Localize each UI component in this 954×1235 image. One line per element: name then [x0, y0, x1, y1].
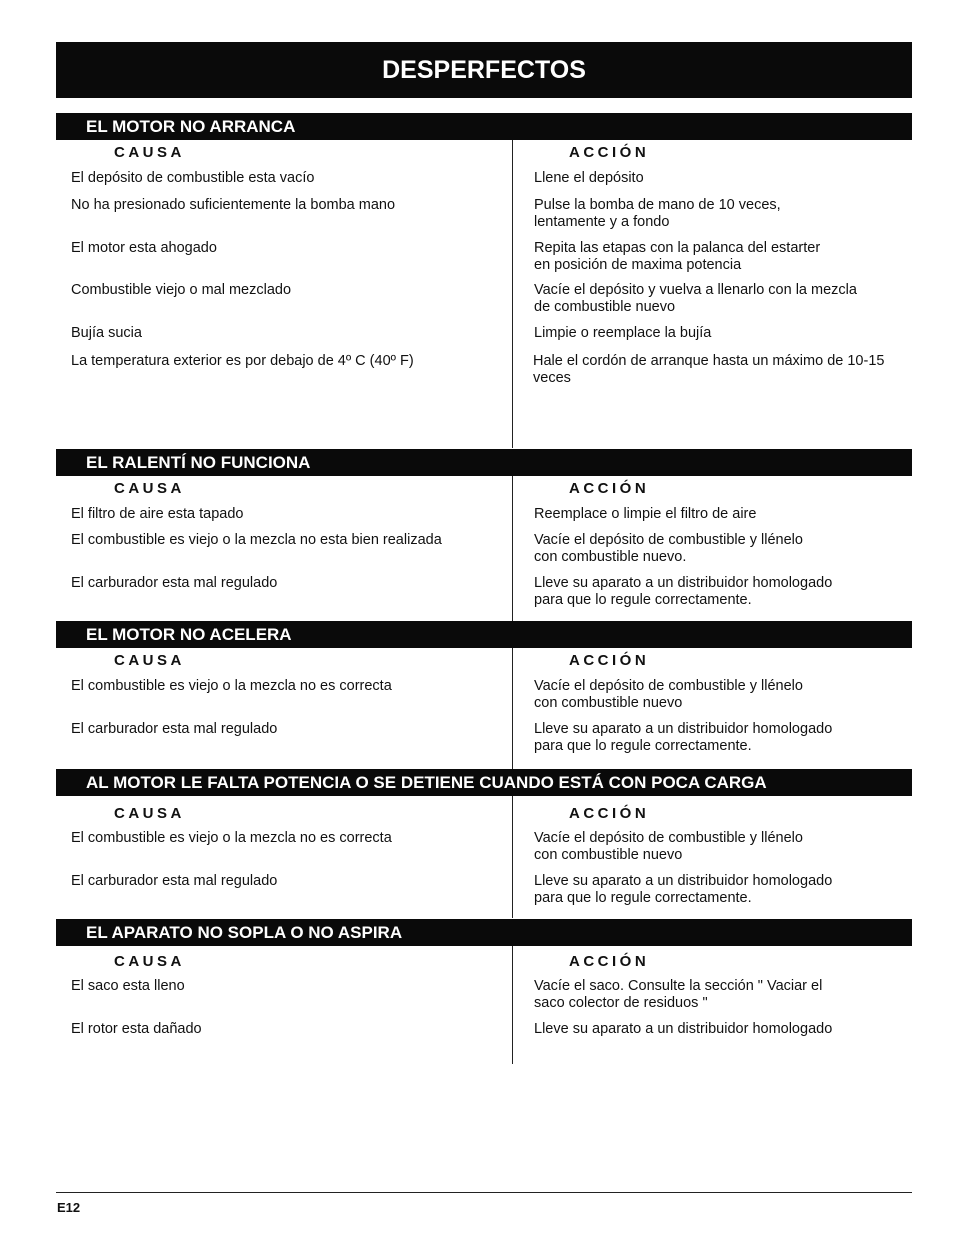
- section-body: [56, 796, 912, 918]
- column-divider: [512, 476, 513, 621]
- causa-cell: Combustible viejo o mal mezclado: [71, 282, 292, 298]
- accion-cell: Llene el depósito: [534, 170, 644, 186]
- causa-cell: El carburador esta mal regulado: [71, 721, 278, 737]
- section-heading: EL MOTOR NO ARRANCA: [56, 113, 912, 140]
- section-heading: EL APARATO NO SOPLA O NO ASPIRA: [56, 919, 912, 946]
- causa-cell: La temperatura exterior es por debajo de 4º C (40º F): [71, 353, 414, 369]
- accion-cell: Limpie o reemplace la bujía: [534, 325, 712, 341]
- section-heading: EL MOTOR NO ACELERA: [56, 621, 912, 648]
- accion-label: ACCIÓN: [569, 144, 650, 161]
- footer-rule: [56, 1192, 912, 1193]
- section-body: [56, 476, 912, 621]
- accion-cell: Vacíe el saco. Consulte la sección " Vaciar el saco colector de residuos ": [534, 978, 823, 1011]
- section-ralenti-no-funciona: [56, 449, 912, 621]
- accion-label: ACCIÓN: [569, 805, 650, 822]
- accion-cell: Lleve su aparato a un distribuidor homologado para que lo regule correctamente.: [534, 721, 833, 754]
- accion-cell: Pulse la bomba de mano de 10 veces, lentamente y a fondo: [534, 197, 781, 230]
- accion-cell: Reemplace o limpie el filtro de aire: [534, 506, 757, 522]
- accion-label: ACCIÓN: [569, 652, 650, 669]
- section-no-sopla-no-aspira: [56, 919, 912, 1064]
- accion-cell: Hale el cordón de arranque hasta un máximo de 10-15 veces: [533, 353, 885, 386]
- accion-label: ACCIÓN: [569, 953, 650, 970]
- accion-cell: Repita las etapas con la palanca del estarter en posición de maxima potencia: [534, 240, 821, 273]
- accion-label: ACCIÓN: [569, 480, 650, 497]
- causa-cell: El filtro de aire esta tapado: [71, 506, 244, 522]
- causa-label: CAUSA: [114, 953, 185, 970]
- section-motor-no-acelera: [56, 621, 912, 769]
- causa-cell: Bujía sucia: [71, 325, 142, 341]
- accion-cell: Vacíe el depósito de combustible y llénelo con combustible nuevo: [534, 678, 803, 711]
- accion-cell: Vacíe el depósito de combustible y llénelo con combustible nuevo.: [534, 532, 803, 565]
- causa-cell: El combustible es viejo o la mezcla no esta bien realizada: [71, 532, 442, 548]
- causa-cell: No ha presionado suficientemente la bomba mano: [71, 197, 396, 213]
- causa-cell: El carburador esta mal regulado: [71, 873, 278, 889]
- causa-label: CAUSA: [114, 652, 185, 669]
- causa-cell: El carburador esta mal regulado: [71, 575, 278, 591]
- causa-cell: El combustible es viejo o la mezcla no es correcta: [71, 678, 392, 694]
- causa-cell: El motor esta ahogado: [71, 240, 217, 256]
- accion-cell: Vacíe el depósito de combustible y llénelo con combustible nuevo: [534, 830, 803, 863]
- page-title: DESPERFECTOS: [56, 42, 912, 98]
- section-heading: AL MOTOR LE FALTA POTENCIA O SE DETIENE CUANDO ESTÁ CON POCA CARGA: [56, 769, 912, 796]
- accion-cell: Vacíe el depósito y vuelva a llenarlo con la mezcla de combustible nuevo: [534, 282, 857, 315]
- accion-cell: Lleve su aparato a un distribuidor homologado: [534, 1021, 833, 1037]
- column-divider: [512, 946, 513, 1064]
- section-motor-no-arranca: [56, 113, 912, 448]
- page-number: E12: [57, 1200, 81, 1215]
- section-body: [56, 648, 912, 769]
- column-divider: [512, 648, 513, 769]
- column-divider: [512, 140, 513, 448]
- accion-cell: Lleve su aparato a un distribuidor homologado para que lo regule correctamente.: [534, 873, 833, 906]
- section-body: [56, 140, 912, 448]
- section-heading: EL RALENTÍ NO FUNCIONA: [56, 449, 912, 476]
- causa-cell: El depósito de combustible esta vacío: [71, 170, 315, 186]
- column-divider: [512, 796, 513, 918]
- accion-cell: Lleve su aparato a un distribuidor homologado para que lo regule correctamente.: [534, 575, 833, 608]
- section-body: [56, 946, 912, 1064]
- causa-cell: El combustible es viejo o la mezcla no es correcta: [71, 830, 392, 846]
- causa-label: CAUSA: [114, 144, 185, 161]
- section-falta-potencia: [56, 769, 912, 918]
- causa-label: CAUSA: [114, 480, 185, 497]
- causa-cell: El rotor esta dañado: [71, 1021, 202, 1037]
- causa-cell: El saco esta lleno: [71, 978, 185, 994]
- causa-label: CAUSA: [114, 805, 185, 822]
